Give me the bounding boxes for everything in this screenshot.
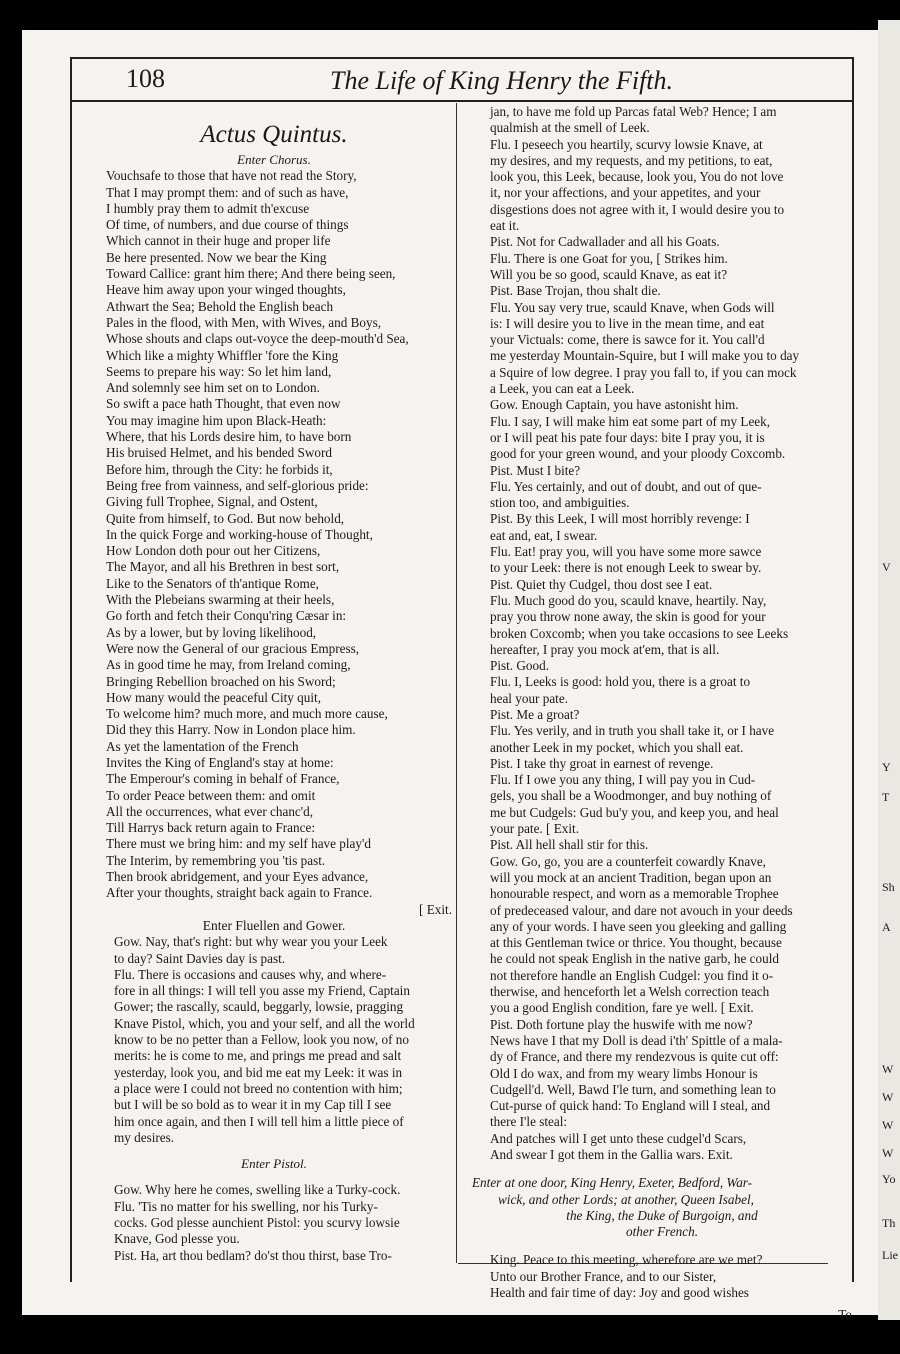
text-line: disgestions does not agree with it, I would desire you to bbox=[490, 201, 785, 217]
text-line: a Squire of low degree. I pray you fall to, if you can mock bbox=[490, 364, 797, 380]
text-line: qualmish at the smell of Leek. bbox=[490, 120, 650, 136]
running-head: The Life of King Henry the Fifth. bbox=[330, 66, 674, 95]
text-line: fore in all things: I will tell you asse my Friend, Captain bbox=[114, 983, 410, 999]
text-line: there I'le steal: bbox=[490, 1114, 568, 1130]
column-divider bbox=[456, 103, 457, 1263]
text-line: Pist. By this Leek, I will most horribly revenge: I bbox=[490, 511, 750, 527]
text-line: Did they this Harry. Now in London place him. bbox=[106, 722, 356, 738]
page-number: 108 bbox=[126, 64, 165, 93]
text-line: Pist. I take thy groat in earnest of revenge. bbox=[490, 755, 714, 771]
text-line: Pist. All hell shall stir for this. bbox=[490, 837, 649, 853]
text-line: Go forth and fetch their Conqu'ring Cæsar in: bbox=[106, 608, 347, 624]
text-line: broken Coxcomb; when you take occasions to see Leeks bbox=[490, 625, 789, 641]
text-line: As yet the lamentation of the French bbox=[106, 738, 299, 754]
text-line: With the Plebeians swarming at their heels, bbox=[106, 592, 335, 608]
text-line: The Interim, by remembring you 'tis past. bbox=[106, 852, 326, 868]
text-line: And swear I got them in the Gallia wars. Exit. bbox=[490, 1147, 733, 1162]
edge-letter: Yo bbox=[882, 1172, 896, 1186]
text-line: Seems to prepare his way: So let him land, bbox=[106, 363, 332, 379]
text-line: stion too, and ambiguities. bbox=[490, 495, 630, 511]
edge-letter: W bbox=[882, 1118, 894, 1132]
text-line: Flu. Eat! pray you, will you have some more sawce bbox=[490, 544, 762, 560]
text-line: Pist. Not for Cadwallader and all his Goats. bbox=[490, 234, 720, 250]
text-line: or I will peat his pate four days: bite I pray you, it is bbox=[490, 429, 765, 445]
text-line: Pales in the flood, with Men, with Wives, and Boys, bbox=[106, 314, 382, 330]
text-line: any of your words. I have seen you gleeking and galling bbox=[490, 918, 787, 934]
text-line: Flu. You say very true, scauld Knave, when Gods will bbox=[490, 299, 775, 315]
text-line: To order Peace between them: and omit bbox=[106, 787, 316, 803]
text-line: it, nor your affections, and your appetites, and your bbox=[490, 185, 761, 201]
text-line: Cut-purse of quick hand: To England will I steal, and bbox=[490, 1098, 771, 1114]
text-line: There must we bring him: and my self have play'd bbox=[106, 836, 371, 852]
text-line: a Leek, you can eat a Leek. bbox=[490, 381, 635, 397]
text-line: The Mayor, and all his Brethren in best sort, bbox=[106, 559, 340, 575]
text-line: Bringing Rebellion broached on his Sword; bbox=[106, 673, 336, 689]
text-line: hereafter, I pray you mock at'em, that is all. bbox=[490, 641, 720, 657]
text-line: dy of France, and there my rendezvous is quite cut off: bbox=[490, 1049, 779, 1065]
text-line: at this Gentleman twice or thrice. You thought, because bbox=[490, 935, 782, 951]
text-line: Pist. Doth fortune play the huswife with me now? bbox=[490, 1016, 753, 1032]
text-line: Pist. Quiet thy Cudgel, thou dost see I eat. bbox=[490, 576, 713, 592]
text-line: Health and fair time of day: Joy and good wishes bbox=[490, 1285, 749, 1301]
edge-letter: V bbox=[882, 560, 891, 574]
enter-chorus: Enter Chorus. bbox=[237, 152, 311, 167]
text-line: pray you throw none away, the skin is good for your bbox=[490, 609, 766, 625]
text-line: Being free from vainness, and self-glorious pride: bbox=[106, 477, 369, 493]
text-line: The Emperour's coming in behalf of France, bbox=[106, 771, 340, 787]
text-line: to your Leek: there is not enough Leek to swear by. bbox=[490, 560, 762, 576]
text-line: In the quick Forge and working-house of Thought, bbox=[106, 526, 373, 542]
text-line: heal your pate. bbox=[490, 690, 568, 706]
act-title: Actus Quintus. bbox=[200, 121, 348, 148]
text-line: Gow. Go, go, you are a counterfeit cowardly Knave, bbox=[490, 853, 766, 869]
edge-letter: A bbox=[882, 920, 891, 934]
text-line: Flu. I say, I will make him eat some part of my Leek, bbox=[490, 413, 771, 429]
text-line: Pist. Me a groat? bbox=[490, 706, 580, 722]
text-line: me yesterday Mountain-Squire, but I will make you to day bbox=[490, 348, 800, 364]
text-line: honourable respect, and worn as a memorable Trophee bbox=[490, 886, 779, 902]
text-line: not therefore handle an English Cudgel: you find it o- bbox=[490, 967, 774, 983]
text-line: another Leek in my pocket, which you shall eat. bbox=[490, 739, 744, 755]
chorus-speech bbox=[96, 168, 452, 901]
stage-direction bbox=[472, 1175, 852, 1240]
text-line: he could not speak English in the native garb, he could bbox=[490, 951, 779, 967]
text-line: but I will be so bold as to wear it in my Cap till I see bbox=[114, 1097, 392, 1113]
text-line: Flu. Much good do you, scauld knave, heartily. Nay, bbox=[490, 592, 767, 608]
text-line: And patches will I get unto these cudgel'd Scars, bbox=[490, 1130, 747, 1146]
text-line: Knave Pistol, which, you and your self, and all the world bbox=[114, 1015, 415, 1031]
text-line: Flu. Yes verily, and in truth you shall take it, or I have bbox=[490, 723, 775, 739]
text-line: Flu. There is one Goat for you, [ Strikes him. bbox=[490, 250, 728, 266]
stage-direction-line: Enter at one door, King Henry, Exeter, Bedford, War- bbox=[472, 1175, 753, 1191]
text-line: To welcome him? much more, and much more cause, bbox=[106, 706, 388, 722]
text-line: look you, this Leek, because, look you, You do not love bbox=[490, 169, 784, 185]
text-line: eat it. bbox=[490, 218, 520, 234]
text-line: Flu. I peseech you heartily, scurvy lowsie Knave, at bbox=[490, 136, 763, 152]
text-line: Vouchsafe to those that have not read the Story, bbox=[106, 168, 357, 184]
text-line: As in good time he may, from Ireland coming, bbox=[106, 657, 351, 673]
text-line: Like to the Senators of th'antique Rome, bbox=[106, 575, 319, 591]
text-line: Whose shouts and claps out-voyce the deep-mouth'd Sea, bbox=[106, 331, 409, 347]
edge-letter: Y bbox=[882, 760, 891, 774]
text-line: Flu. I, Leeks is good: hold you, there is a groat to bbox=[490, 674, 751, 690]
text-line: jan, to have me fold up Parcas fatal Web? Hence; I am bbox=[490, 104, 777, 119]
text-line: As by a lower, but by loving likelihood, bbox=[106, 624, 317, 640]
edge-letter: Sh bbox=[882, 880, 895, 894]
edge-letter: T bbox=[882, 790, 890, 804]
text-line: gels, you shall be a Woodmonger, and buy nothing of bbox=[490, 788, 772, 804]
text-line: him once again, and then I will tell him a little piece of bbox=[114, 1113, 404, 1129]
text-line: your Victuals: come, there is sawce for it. You call'd bbox=[490, 332, 765, 348]
text-line: Before him, through the City: he forbids it, bbox=[106, 461, 333, 477]
edge-letter: Lie bbox=[882, 1248, 898, 1262]
text-line: your pate. [ Exit. bbox=[490, 821, 579, 837]
text-line: Athwart the Sea; Behold the English beach bbox=[106, 298, 334, 314]
text-line: is: I will desire you to live in the mean time, and eat bbox=[490, 315, 765, 331]
edge-letter: W bbox=[882, 1090, 894, 1104]
text-line: And solemnly see him set on to London. bbox=[106, 380, 320, 396]
text-line: Pist. Must I bite? bbox=[490, 462, 581, 478]
text-line: will you mock at an ancient Tradition, began upon an bbox=[490, 869, 772, 885]
text-line: Which cannot in their huge and proper life bbox=[106, 233, 331, 249]
text-line: Gow. Why here he comes, swelling like a Turky-cock. bbox=[114, 1182, 401, 1198]
text-line: my desires. bbox=[114, 1129, 175, 1145]
text-line: You may imagine him upon Black-Heath: bbox=[106, 412, 327, 428]
text-line: Invites the King of England's stay at home: bbox=[106, 754, 334, 770]
text-line: So swift a pace hath Thought, that even now bbox=[106, 396, 341, 412]
text-line: Pist. Base Trojan, thou shalt die. bbox=[490, 283, 661, 299]
text-line: Knave, God plesse you. bbox=[114, 1231, 240, 1247]
text-line: Cudgell'd. Well, Bawd I'le turn, and something lean to bbox=[490, 1081, 776, 1097]
text-line: Where, that his Lords desire him, to have born bbox=[106, 429, 352, 445]
text-line: News have I that my Doll is dead i'th' Spittle of a mala- bbox=[490, 1032, 783, 1048]
text-line: Unto our Brother France, and to our Sister, bbox=[490, 1268, 717, 1284]
exit-chorus: [ Exit. bbox=[419, 901, 452, 917]
dialogue-block bbox=[472, 104, 852, 1163]
header-rule bbox=[70, 100, 854, 102]
right-column bbox=[472, 104, 852, 1324]
text-line: Old I do wax, and from my weary limbs Honour is bbox=[490, 1065, 758, 1081]
text-line: yesterday, look you, and bid me eat my Leek: it was in bbox=[114, 1064, 403, 1080]
text-line: a place were I could not breed no contention with him; bbox=[114, 1080, 403, 1096]
dialogue-block bbox=[96, 1182, 452, 1263]
text-line: Gow. Nay, that's right: but why wear you your Leek bbox=[114, 934, 388, 950]
dialogue-block bbox=[96, 934, 452, 1146]
text-line: Flu. If I owe you any thing, I will pay you in Cud- bbox=[490, 772, 756, 788]
text-line: Pist. Ha, art thou bedlam? do'st thou thirst, base Tro- bbox=[114, 1247, 392, 1263]
text-line: Then brook abridgement, and your Eyes advance, bbox=[106, 869, 369, 885]
text-line: Gow. Enough Captain, you have astonisht him. bbox=[490, 397, 739, 413]
text-line: That I may prompt them: and of such as have, bbox=[106, 184, 349, 200]
text-line: eat and, eat, I swear. bbox=[490, 527, 598, 543]
text-line: Were now the General of our gracious Empress, bbox=[106, 640, 360, 656]
catchword: To bbox=[838, 1307, 852, 1323]
text-line: King. Peace to this meeting, wherefore are we met? bbox=[490, 1252, 763, 1268]
text-line: Heave him away upon your winged thoughts, bbox=[106, 282, 346, 298]
text-line: you a good English condition, fare ye well. [ Exit. bbox=[490, 1000, 754, 1016]
text-line: Will you be so good, scauld Knave, as eat it? bbox=[490, 266, 728, 282]
text-line: cocks. God plesse aunchient Pistol: you scurvy lowsie bbox=[114, 1215, 400, 1230]
edge-letter: Th bbox=[882, 1216, 896, 1230]
text-line: Flu. Yes certainly, and out of doubt, and out of que- bbox=[490, 478, 762, 494]
text-line: Gower; the rascally, scauld, beggarly, lowsie, pragging bbox=[114, 999, 404, 1015]
text-line: know to be no petter than a Fellow, look you now, of no bbox=[114, 1032, 409, 1048]
edge-letter: W bbox=[882, 1062, 894, 1076]
text-line: merits: he is come to me, and prings me pread and salt bbox=[114, 1048, 402, 1064]
enter-fluellen-gower: Enter Fluellen and Gower. bbox=[202, 917, 346, 933]
text-line: Flu. 'Tis no matter for his swelling, nor his Turky- bbox=[114, 1198, 378, 1214]
edge-letter: W bbox=[882, 1146, 894, 1160]
stage-direction-line: the King, the Duke of Burgoign, and bbox=[566, 1207, 758, 1223]
text-line: Toward Callice: grant him there; And there being seen, bbox=[106, 266, 396, 282]
text-line: therwise, and henceforth let a Welsh correction teach bbox=[490, 984, 770, 1000]
text-line: me but Cudgels: Gud bu'y you, and keep you, and heal bbox=[490, 804, 779, 820]
enter-pistol: Enter Pistol. bbox=[241, 1156, 307, 1172]
text-line: How London doth pour out her Citizens, bbox=[106, 543, 321, 559]
left-column bbox=[96, 118, 452, 1264]
text-line: Pist. Good. bbox=[490, 658, 549, 674]
text-line: All the occurrences, what ever chanc'd, bbox=[106, 803, 314, 819]
stage-direction-line: other French. bbox=[625, 1224, 699, 1240]
text-line: How many would the peaceful City quit, bbox=[106, 689, 321, 705]
text-line: After your thoughts, straight back again to France. bbox=[106, 885, 373, 901]
text-line: good for your green wound, and your ploody Coxcomb. bbox=[490, 446, 786, 462]
text-line: Giving full Trophee, Signal, and Ostent, bbox=[106, 494, 318, 510]
text-line: to day? Saint Davies day is past. bbox=[114, 950, 286, 966]
text-line: Be here presented. Now we bear the King bbox=[106, 249, 327, 265]
text-line: Which like a mighty Whiffler 'fore the King bbox=[106, 347, 339, 363]
text-line: my desires, and my requests, and my petitions, to eat, bbox=[490, 152, 773, 168]
text-line: I humbly pray them to admit th'excuse bbox=[106, 200, 310, 216]
text-line: Quite from himself, to God. But now behold, bbox=[106, 510, 345, 526]
stage-direction-line: wick, and other Lords; at another, Queen Isabel, bbox=[498, 1191, 754, 1207]
text-line: Flu. There is occasions and causes why, and where- bbox=[114, 966, 387, 982]
text-line: of predeceased valour, and dare not avouch in your deeds bbox=[490, 902, 793, 918]
text-line: Till Harrys back return again to France: bbox=[106, 820, 315, 836]
text-line: His bruised Helmet, and his bended Sword bbox=[106, 445, 332, 461]
text-line: Of time, of numbers, and due course of things bbox=[106, 217, 349, 233]
king-speech bbox=[472, 1252, 852, 1301]
